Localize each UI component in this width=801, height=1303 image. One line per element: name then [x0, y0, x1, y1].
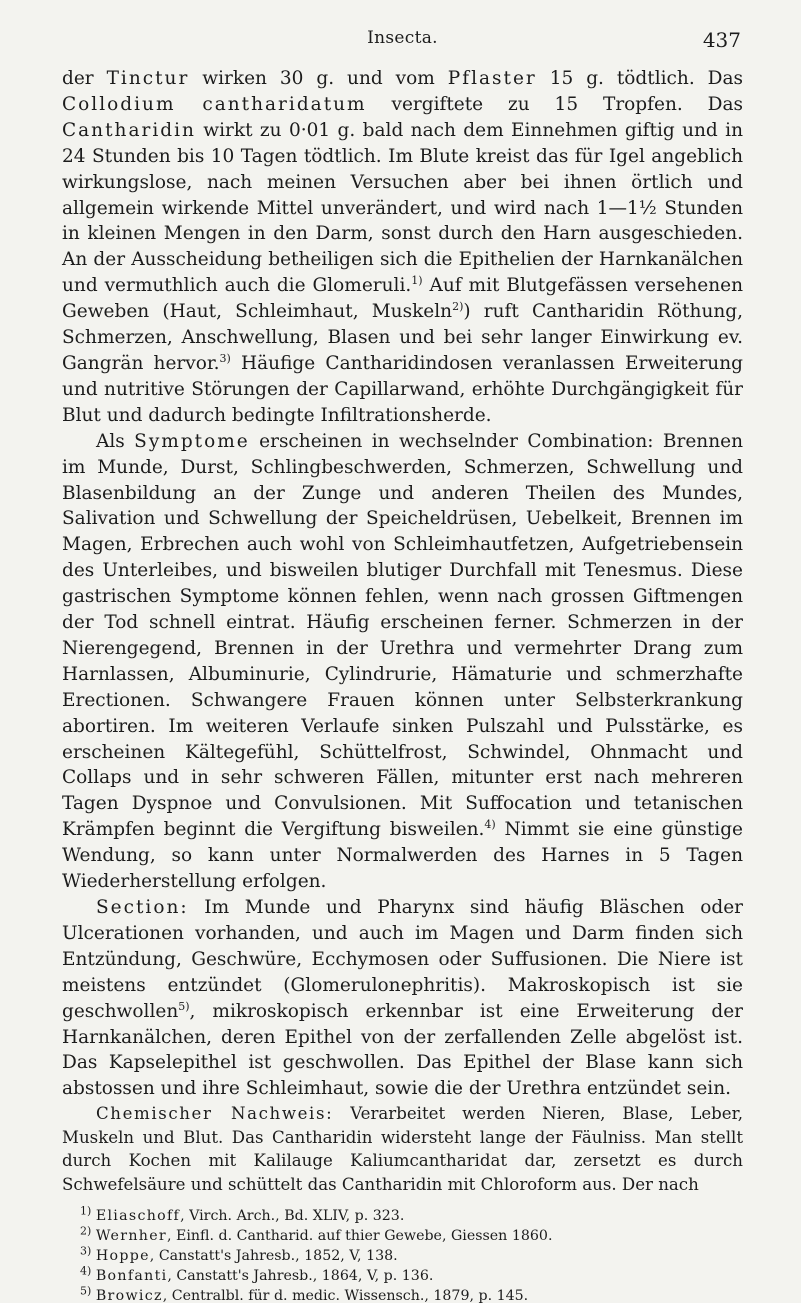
paragraph-symptoms: Als Symptome erscheinen in wechselnder Combination: Brennen im Munde, Durst, Schlingbeschwerden, Schmerzen, Schwellung und Blasenbildung an der Zunge und anderen Theilen des Mundes, Salivation und Schwellung der Speicheldrüsen, Uebelkeit, Brennen im Magen, Erbrechen auch wohl von Schleimhautfetzen, Aufgetriebensein des Unterleibes, und bisweilen blutiger Durchfall mit Tenesmus. Diese gastrischen Symptome können fehlen, wenn nach grossen Giftmengen der Tod schnell eintrat. Häufig erscheinen ferner. Schmerzen in der Nierengegend, Brennen in der Urethra und vermehrter Drang zum Harnlassen, Albuminurie, Cylindrurie, Hämaturie und schmerzhafte Erectionen. Schwangere Frauen können unter Selbsterkrankung abortiren. Im weiteren Verlaufe sinken Pulszahl und Pulsstärke, es erscheinen Kältegefühl, Schüttelfrost, Schwindel, Ohnmacht und Collaps und in sehr schweren Fällen, mitunter erst nach mehreren Tagen Dyspnoe und Convulsionen. Mit Suffocation und tetanischen Krämpfen beginnt die Vergiftung bisweilen.$^{4)}$ Nimmt sie eine günstige Wendung, so kann unter Normalwerden des Harnes in 5 Tagen Wiederherstellung erfolgen. [62, 430, 743, 893]
page-number: 437 [702, 28, 741, 52]
emphasis-collodium: Collodium cantharidatum [62, 93, 367, 115]
paragraph-section: Section: Im Munde und Pharynx sind häufig Bläschen oder Ulcerationen vorhanden, und auch im Magen und Darm finden sich Entzündung, Geschwüre, Ecchymosen oder Suffusionen. Die Niere ist meistens entzündet (Glomerulonephritis). Makroskopisch ist sie geschwollen$^{5)}$, mikroskopisch erkennbar ist eine Erweiterung der Harnkanälchen, deren Epithel von der zerfallenden Zelle abgelöst ist. Das Kapselepithel ist geschwollen. Das Epithel der Blase kann sich abstossen und ihre Schleimhaut, sowie die der Urethra entzündet sein. [62, 897, 743, 1100]
emphasis-cantharidin: Cantharidin [62, 119, 196, 141]
main-text [62, 66, 743, 1102]
footnote-ref-1[interactable]: 1) [411, 274, 423, 288]
paragraph-toxicity: der Tinctur wirken 30 g. und vom Pflaster 15 g. tödtlich. Das Collodium cantharidatum vergiftete zu 15 Tropfen. Das Cantharidin wirkt zu 0·01 g. bald nach dem Einnehmen giftig und in 24 Stunden bis 10 Tagen tödtlich. Im Blute kreist das für Igel angeblich wirkungslose, nach meinen Versuchen aber bei ihnen örtlich und allgemein wirkende Mittel unverändert, und wird nach 1—1½ Stunden in kleinen Mengen in den Darm, sonst durch den Harn ausgeschieden. An der Ausscheidung betheiligen sich die Epithelien der Harnkanälchen und vermuthlich auch die Glomeruli.$^{1)}$ Auf mit Blutgefässen versehenen Geweben (Haut, Schleimhaut, Muskeln$^{2)}$) ruft Cantharidin Röthung, Schmerzen, Anschwellung, Blasen und bei sehr langer Einwirkung ev. Gangrän hervor.$^{3)}$ Häufige Cantharidindosen veranlassen Erweiterung und nutritive Störungen der Capillarwand, erhöhte Durchgängigkeit für Blut und dadurch bedingte Infiltrationsherde. [62, 68, 744, 426]
footnote: $^{5)}$ Browicz, Centralbl. für d. medic. Wissensch., 1879, p. 145. [80, 1284, 529, 1303]
small-print-text [62, 1102, 743, 1196]
footnote-ref-2[interactable]: 2) [452, 300, 464, 313]
footnote-ref-5[interactable]: 5) [178, 999, 190, 1013]
emphasis-pflaster: Pflaster [447, 68, 537, 89]
footnote-ref-4[interactable]: 4) [484, 818, 496, 832]
footnote: $^{1)}$ Eliaschoff, Virch. Arch., Bd. XLIV, p. 323. [80, 1204, 405, 1225]
footnotes [62, 1206, 743, 1303]
heading-symptome: Symptome [134, 430, 250, 452]
footnote: $^{2)}$ Wernher, Einfl. d. Cantharid. auf thier Gewebe, Giessen 1860. [80, 1224, 553, 1245]
footnote-ref-3[interactable]: 3) [219, 351, 231, 365]
running-header [62, 28, 743, 58]
heading-section: Section: [96, 897, 189, 918]
heading-chemischer-nachweis: Chemischer Nachweis: [96, 1104, 334, 1124]
emphasis-tinctur: Tinctur [106, 68, 190, 89]
footnote: $^{3)}$ Hoppe, Canstatt's Jahresb., 1852, V, 138. [80, 1244, 398, 1265]
paragraph-chemical-detection: Chemischer Nachweis: Verarbeitet werden Nieren, Blase, Leber, Muskeln und Blut. Das Cantharidin widersteht lange der Fäulniss. Man stellt durch Kochen mit Kalilauge Kaliumcantharidat dar, zersetzt es durch Schwefelsäure und schüttelt das Cantharidin mit Chloroform aus. Der nach [62, 1104, 743, 1194]
footnote: $^{4)}$ Bonfanti, Canstatt's Jahresb., 1864, V, p. 136. [80, 1264, 434, 1285]
running-title: Insecta. [367, 28, 438, 48]
